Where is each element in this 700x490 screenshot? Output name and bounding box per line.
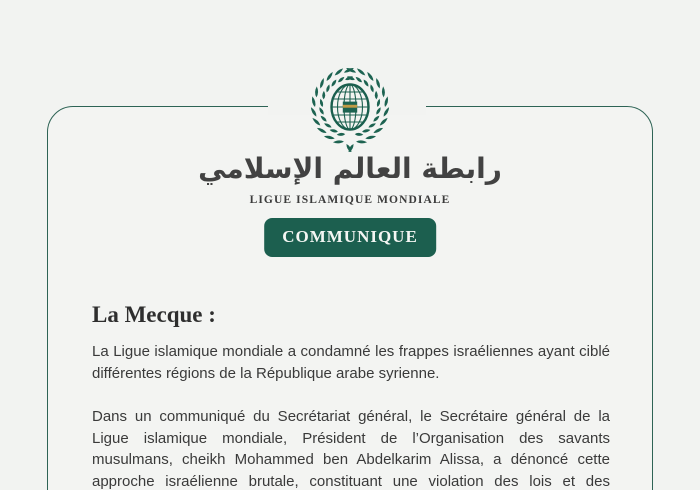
communique-body <box>92 302 610 490</box>
dateline: La Mecque : <box>92 302 216 327</box>
org-name-arabic: رابطة العالم الإسلامي <box>198 152 502 185</box>
communique-banner: COMMUNIQUE <box>264 218 436 257</box>
kaaba-icon <box>343 102 357 113</box>
paragraph-1: La Ligue islamique mondiale a condamné les frappes israéliennes ayant ciblé différentes régions de la République arabe syrienne. <box>92 343 610 382</box>
org-name-french: LIGUE ISLAMIQUE MONDIALE <box>249 194 451 206</box>
paragraph-2: Dans un communiqué du Secrétariat général, le Secrétaire général de la Ligue islamique mondiale, Président de l’Organisation des savants musulmans, cheikh Mohammed ben Abdelkarim Alissa, a dénoncé cette approche israélienne brutale, constituant une violation des lois et des <box>92 408 610 490</box>
mwl-logo-icon <box>300 52 400 152</box>
